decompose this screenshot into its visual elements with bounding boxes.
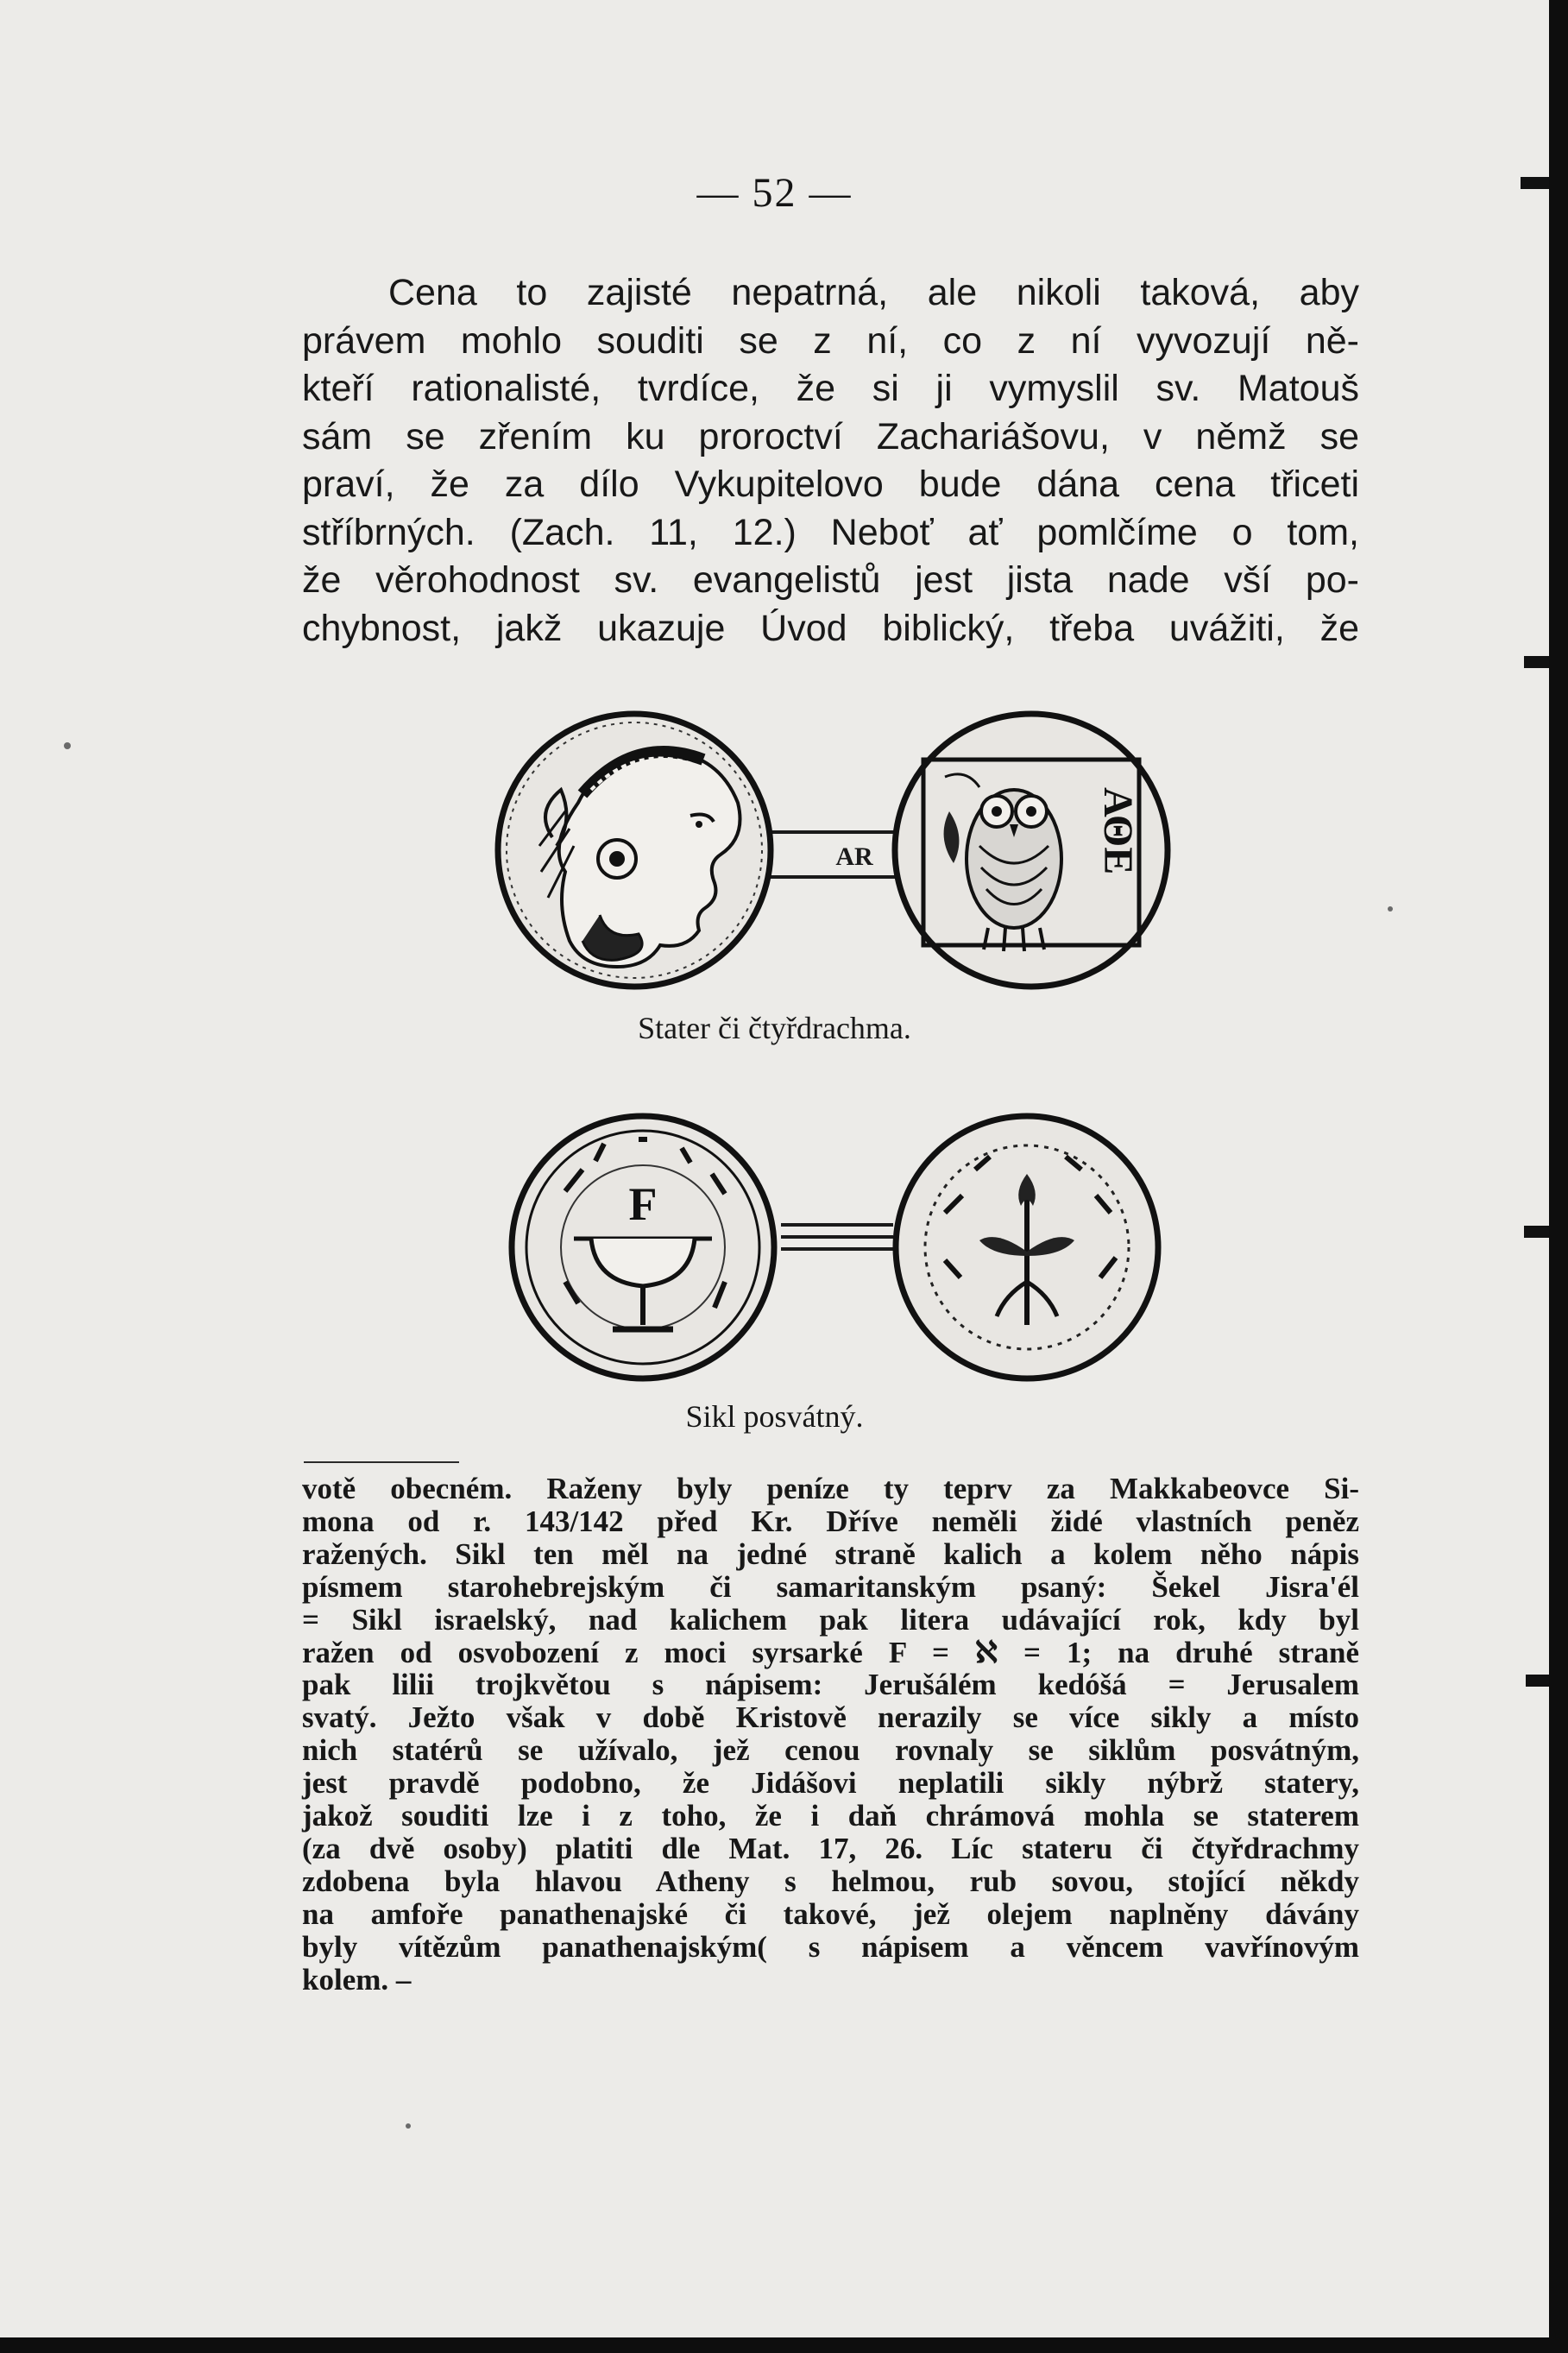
page-number: — 52 — bbox=[696, 170, 853, 216]
owl-icon bbox=[885, 708, 1178, 993]
body-line: sám se zřením ku proroctví Zachariášovu, v němž se bbox=[302, 415, 1359, 457]
body-line: že věrohodnost sv. evangelistů jest jista nade vší po- bbox=[302, 559, 1359, 601]
stater-figure bbox=[0, 708, 1549, 1070]
body-line: chybnost, jakž ukazuje Úvod biblický, třeba uvážiti, že bbox=[302, 607, 1359, 649]
body-line: Cena to zajisté nepatrná, ale nikoli taková, aby bbox=[388, 272, 1359, 313]
body-line: praví, že za dílo Vykupitelovo bude dána cena třiceti bbox=[302, 464, 1359, 505]
athena-helmet-head-icon bbox=[488, 708, 781, 993]
footnote-line: nich statérů se užívalo, jež cenou rovnaly se siklům posvátným, bbox=[302, 1733, 1359, 1768]
sikl-caption: Sikl posvátný. bbox=[685, 1399, 864, 1434]
coin-link-connector bbox=[781, 1214, 893, 1266]
binding-mark bbox=[1524, 656, 1549, 668]
footnote-line: mona od r. 143/142 před Kr. Dříve neměli židé vlastních peněz bbox=[302, 1504, 1359, 1538]
stater-caption: Stater či čtyřdrachma. bbox=[638, 1011, 911, 1045]
footnote-line: (za dvě osoby) platiti dle Mat. 17, 26. Líc stateru či čtyřdrachmy bbox=[302, 1831, 1359, 1865]
footnote-line: byly vítězům panathenajským( s nápisem a věncem vavřínovým bbox=[302, 1929, 1359, 1964]
paper-speck bbox=[406, 2123, 411, 2129]
footnote-line: na amfoře panathenajské či takové, jež olejem naplněny dávány bbox=[302, 1896, 1359, 1931]
footnote-line: svatý. Ježto však v době Kristově nerazily se více sikly a místo bbox=[302, 1700, 1359, 1735]
footnote-line: votě obecném. Raženy byly peníze ty teprv za Makkabeovce Si- bbox=[302, 1472, 1359, 1505]
chalice-icon bbox=[501, 1109, 785, 1385]
footnote-line: ražených. Sikl ten měl na jedné straně kalich a kolem něho nápis bbox=[302, 1536, 1359, 1571]
binding-mark bbox=[1521, 177, 1549, 189]
binding-mark bbox=[1524, 1226, 1549, 1238]
paper-speck bbox=[1388, 906, 1393, 912]
body-paragraph bbox=[302, 269, 1359, 653]
footnote bbox=[302, 1473, 1359, 1997]
link-mark-text: AR bbox=[835, 842, 873, 871]
footnote-line: jakož souditi lze i z toho, že i daň chrámová mohla se staterem bbox=[302, 1799, 1359, 1833]
body-line: kteří rationalisté, tvrdíce, že si ji vymyslil sv. Matouš bbox=[302, 368, 1359, 409]
body-line: stříbrných. (Zach. 11, 12.) Neboť ať pomlčíme o tom, bbox=[302, 511, 1359, 553]
footnote-line: = Sikl israelský, nad kalichem pak litera udávající rok, kdy byl bbox=[302, 1602, 1359, 1637]
footnote-line: ražen od osvobození z moci syrsarké F = ℵ = 1; na druhé straně bbox=[302, 1635, 1359, 1669]
footnote-line: zdobena byla hlavou Atheny s helmou, rub sovou, stojící někdy bbox=[302, 1864, 1359, 1898]
footnote-line: jest pravdě podobno, že Jidášovi neplatili sikly nýbrž statery, bbox=[302, 1766, 1359, 1801]
coin-inscription: ΑΘΕ bbox=[1095, 787, 1141, 875]
body-line: právem mohlo souditi se z ní, co z ní vyvozují ně- bbox=[302, 319, 1359, 362]
binding-mark bbox=[1526, 1675, 1549, 1687]
lily-icon bbox=[885, 1109, 1169, 1385]
sikl-figure bbox=[0, 1109, 1549, 1454]
footnote-line: kolem. – bbox=[302, 1962, 412, 1997]
footnote-line: písmem starohebrejským či samaritanským psaný: Šekel Jisra'él bbox=[302, 1569, 1359, 1604]
paper-speck bbox=[64, 742, 71, 749]
footnote-line: pak lilii trojkvětou s nápisem: Jerušálém kedóšá = Jerusalem bbox=[302, 1668, 1359, 1702]
coin-year-letter: F bbox=[628, 1178, 658, 1230]
footnote-rule bbox=[304, 1461, 459, 1463]
